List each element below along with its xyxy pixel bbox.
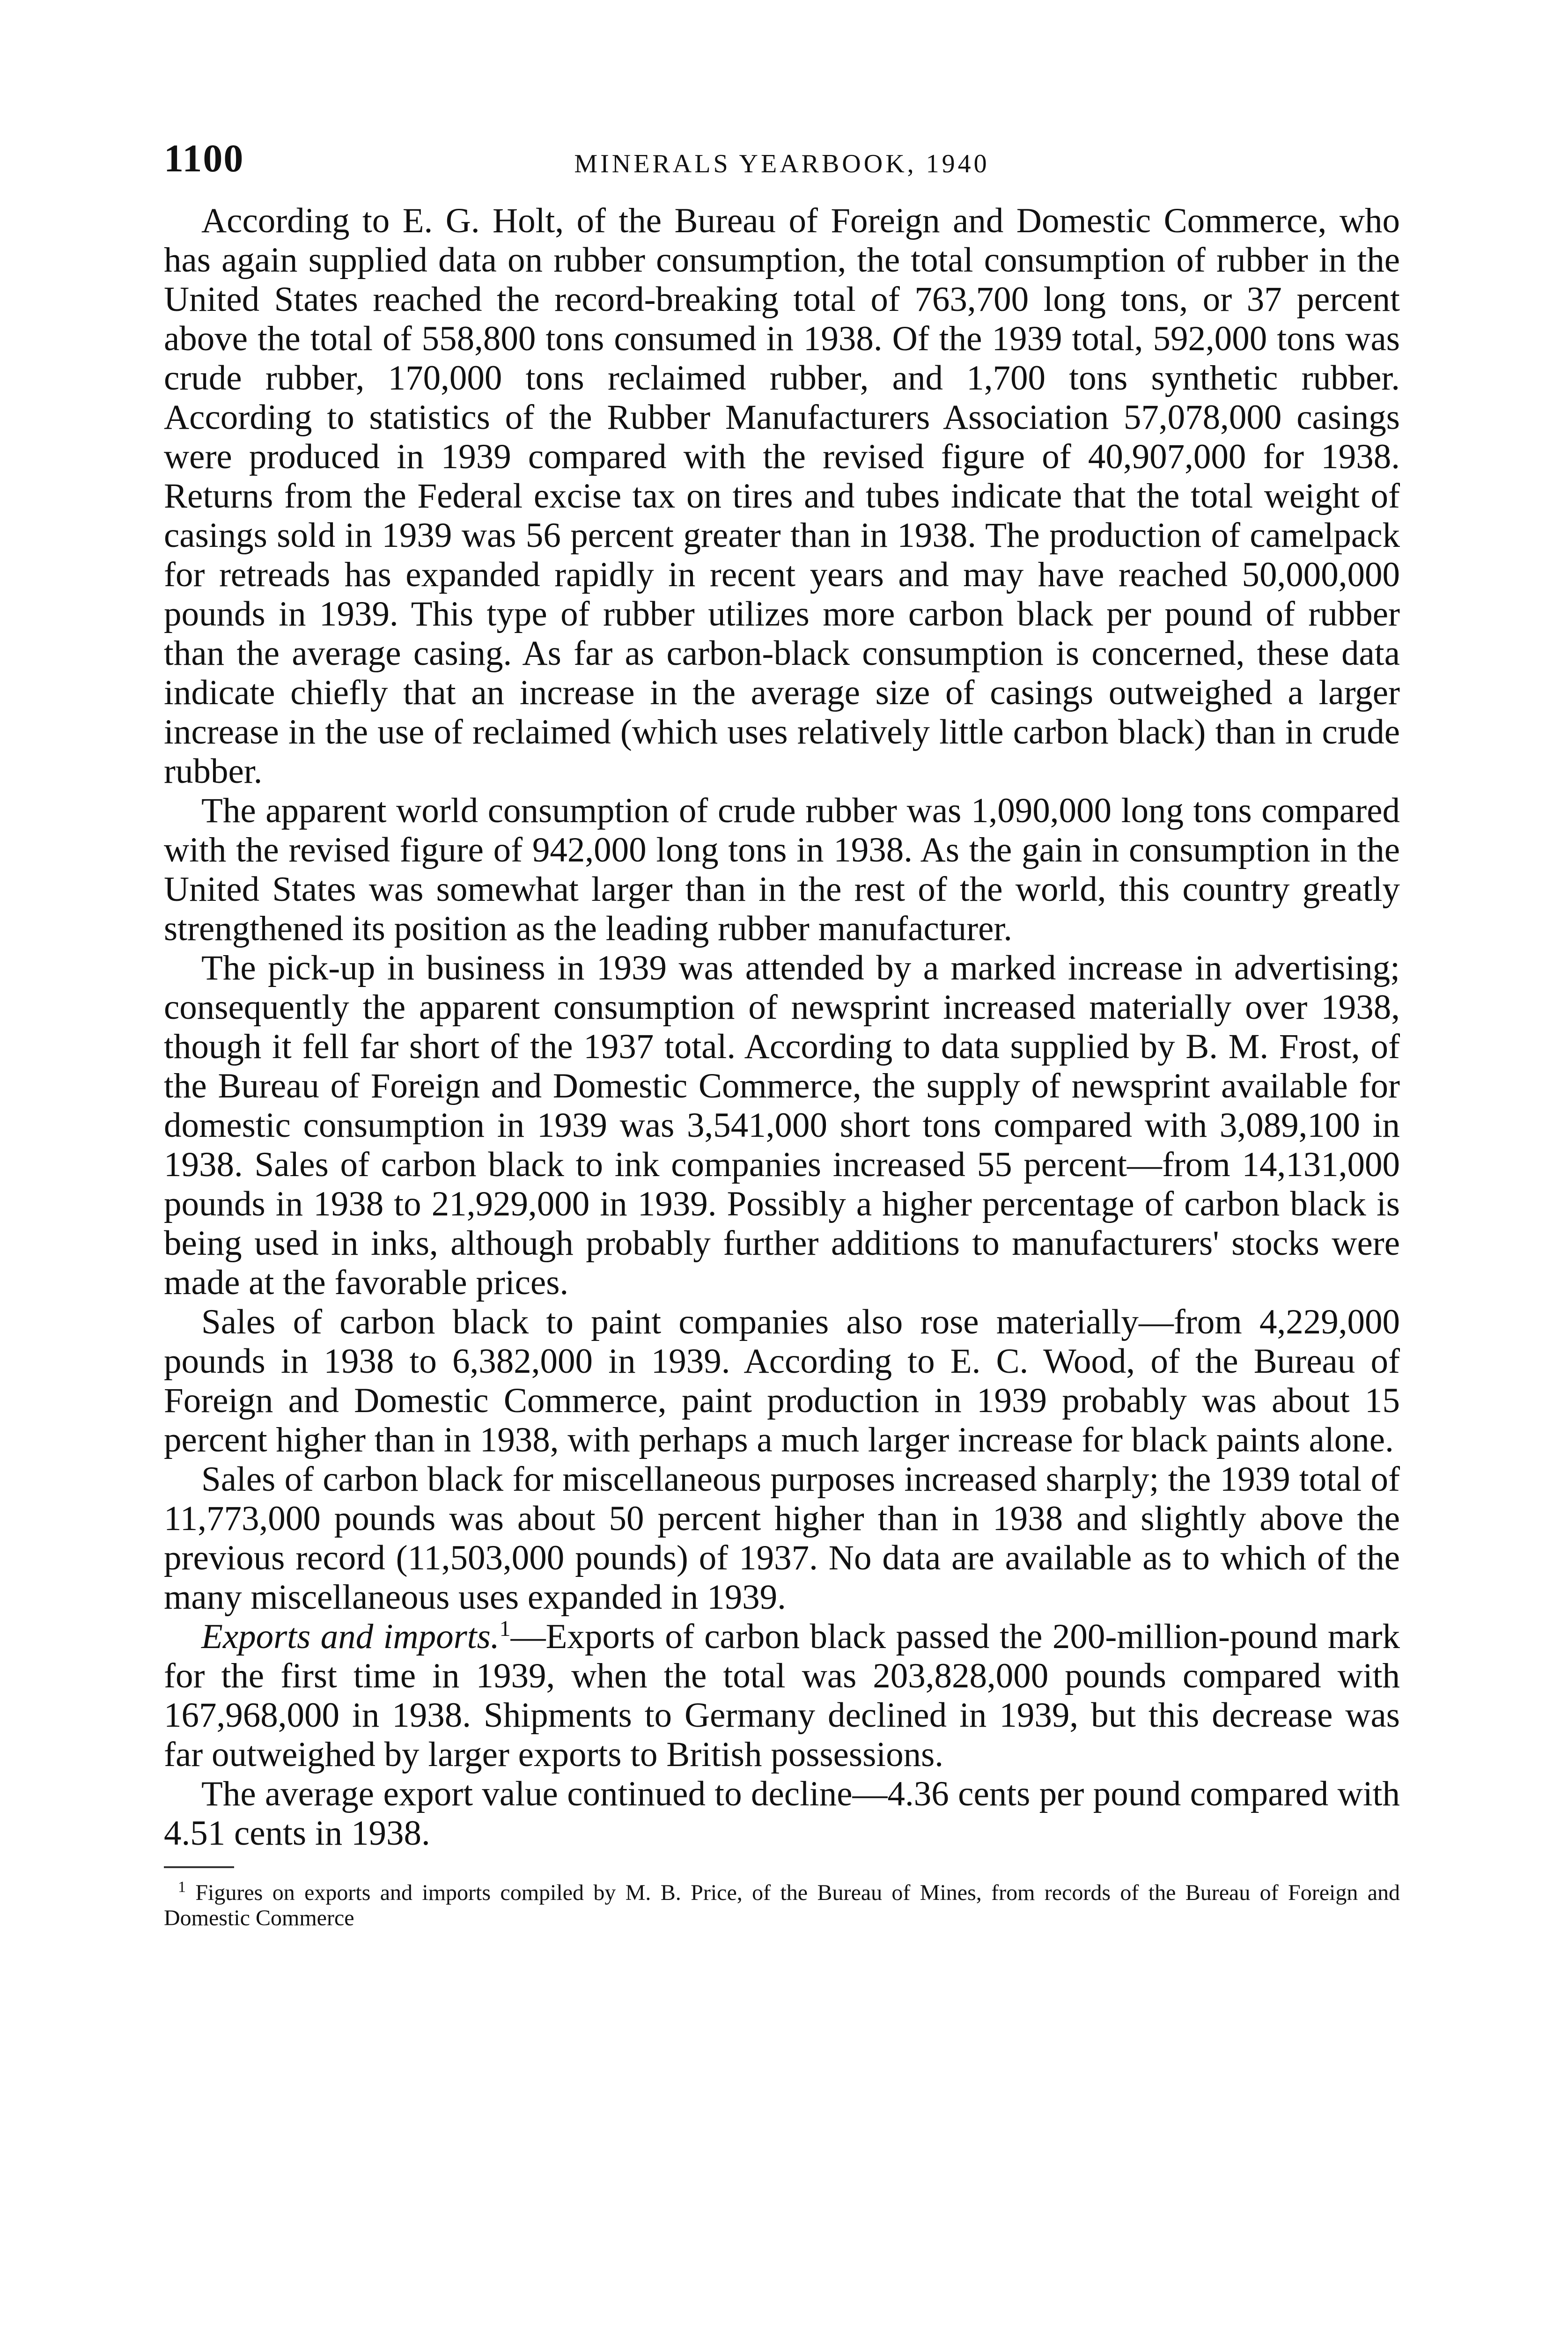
document-page	[164, 126, 1400, 1931]
footnote-marker: 1	[178, 1878, 186, 1896]
footnote-rule	[164, 1866, 234, 1868]
page-header	[164, 126, 1400, 201]
footnote	[164, 1880, 1400, 1931]
paragraph-miscellaneous: Sales of carbon black for miscellaneous purposes increased sharply; the 1939 total of 11,773,000 pounds was about 50 percent higher than in 1938 and slightly above the previous record (11,503,000 pounds) of 1937. No data are available as to which of the many miscellaneous uses expanded in 1939.	[164, 1460, 1400, 1617]
footnote-reference: 1	[499, 1616, 511, 1641]
paragraph-newsprint-ink: The pick-up in business in 1939 was attended by a marked increase in advertising; consequently the apparent consumption of newsprint increased materially over 1938, though it fell far short of the 1937 total. According to data supplied by B. M. Frost, of the Bureau of Foreign and Domestic Commerce, the supply of newsprint available for domestic consumption in 1939 was 3,541,000 short tons compared with 3,089,100 in 1938. Sales of carbon black to ink companies increased 55 percent—from 14,131,000 pounds in 1938 to 21,929,000 in 1939. Possibly a higher percentage of carbon black is being used in inks, although probably further additions to manufacturers' stocks were made at the favorable prices.	[164, 949, 1400, 1302]
paragraph-world-consumption: The apparent world consumption of crude rubber was 1,090,000 long tons compared with the revised figure of 942,000 long tons in 1938. As the gain in consumption in the United States was somewhat larger than in the rest of the world, this country greatly strengthened its position as the leading rubber manufacturer.	[164, 791, 1400, 948]
section-heading-exports-imports: Exports and imports.	[201, 1617, 500, 1656]
running-title: MINERALS YEARBOOK, 1940	[574, 149, 990, 178]
exports-imports-text: —Exports of carbon black passed the 200-million-pound mark for the first time in 1939, when the total was 203,828,000 pounds compared with 167,968,000 in 1938. Shipments to Germany declined in 1939, but this decrease was far outweighed by larger exports to British possessions.	[164, 1617, 1400, 1774]
paragraph-exports-imports	[164, 1617, 1400, 1774]
paragraph-export-value: The average export value continued to decline—4.36 cents per pound compared with 4.51 cents in 1938.	[164, 1774, 1400, 1853]
body-text	[164, 201, 1400, 1853]
paragraph-rubber-consumption: According to E. G. Holt, of the Bureau of Foreign and Domestic Commerce, who has again supplied data on rubber consumption, the total consumption of rubber in the United States reached the record-breaking total of 763,700 long tons, or 37 percent above the total of 558,800 tons consumed in 1938. Of the 1939 total, 592,000 tons was crude rubber, 170,000 tons reclaimed rubber, and 1,700 tons synthetic rubber. According to statistics of the Rubber Manufacturers Association 57,078,000 casings were produced in 1939 compared with the revised figure of 40,907,000 for 1938. Returns from the Federal excise tax on tires and tubes indicate that the total weight of casings sold in 1939 was 56 percent greater than in 1938. The production of camelpack for retreads has expanded rapidly in recent years and may have reached 50,000,000 pounds in 1939. This type of rubber utilizes more carbon black per pound of rubber than the average casing. As far as carbon-black consumption is concerned, these data indicate chiefly that an increase in the average size of casings outweighed a larger increase in the use of reclaimed (which uses relatively little carbon black) than in crude rubber.	[164, 201, 1400, 791]
paragraph-paint: Sales of carbon black to paint companies also rose materially—from 4,229,000 pounds in 1938 to 6,382,000 in 1939. According to E. C. Wood, of the Bureau of Foreign and Domestic Commerce, paint production in 1939 probably was about 15 percent higher than in 1938, with perhaps a much larger increase for black paints alone.	[164, 1303, 1400, 1459]
footnote-text: Figures on exports and imports compiled by M. B. Price, of the Bureau of Mines, from records of the Bureau of Foreign and Domestic Commerce	[164, 1880, 1400, 1930]
page-number: 1100	[164, 137, 244, 180]
